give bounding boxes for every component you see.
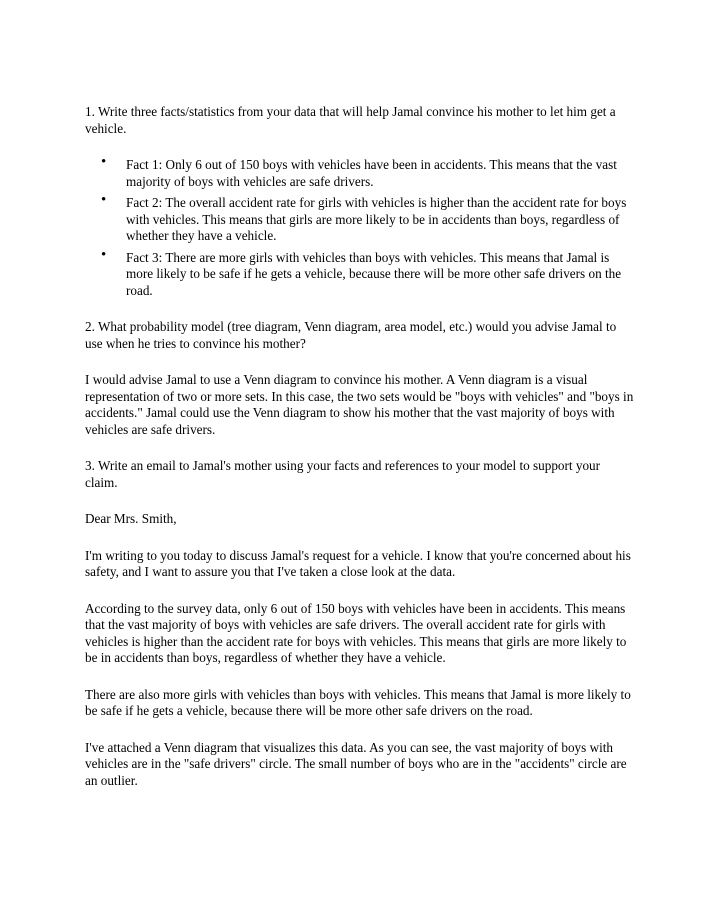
bullet-icon: • — [101, 192, 107, 208]
bullet-icon: • — [101, 154, 107, 170]
question-1: 1. Write three facts/statistics from your data that will help Jamal convince his mother to let him get a vehicle. — [85, 104, 616, 136]
question-3: 3. Write an email to Jamal's mother using your facts and references to your model to support your claim. — [85, 458, 601, 490]
document-body — [85, 104, 635, 809]
bullet-icon: • — [101, 246, 107, 263]
answer-2: I would advise Jamal to use a Venn diagram to convince his mother. A Venn diagram is a visual representation of two or more sets. In this case, the two sets would be "boys with vehicles" and "boys in accidents." Jamal could use the Venn diagram to show his mother that the vast majority of boys with vehicles are safe drivers. — [85, 372, 634, 437]
list-item — [85, 154, 635, 190]
fact-1-text: Fact 1: Only 6 out of 150 boys with vehicles have been in accidents. This means that the vast majority of boys with vehicles are safe drivers. — [126, 157, 617, 189]
email-paragraph-3: There are also more girls with vehicles than boys with vehicles. This means that Jamal is more likely to be safe if he gets a vehicle, because there will be more other safe drivers on the road. — [85, 686, 631, 718]
email-paragraph-2: According to the survey data, only 6 out of 150 boys with vehicles have been in accidents. This means that the vast majority of boys with vehicles are safe drivers. The overall accident rate for girls with vehicles is higher than the accident rate for boys with vehicles. This means that girls are more likely to be in accidents than boys, regardless of whether they have a vehicle. — [85, 600, 627, 665]
email-paragraph-1: I'm writing to you today to discuss Jamal's request for a vehicle. I know that you're concerned about his safety, and I want to assure you that I've taken a close look at the data. — [85, 547, 631, 579]
question-2: 2. What probability model (tree diagram, Venn diagram, area model, etc.) would you advise Jamal to use when he tries to convince his mother? — [85, 319, 617, 351]
list-item — [85, 246, 635, 300]
list-item — [85, 192, 635, 245]
fact-3-text: Fact 3: There are more girls with vehicles than boys with vehicles. This means that Jamal is more likely to be safe if he gets a vehicle, because there will be more other safe drivers on the road. — [126, 249, 622, 298]
facts-list — [85, 154, 635, 299]
email-paragraph-4: I've attached a Venn diagram that visualizes this data. As you can see, the vast majority of boys with vehicles are in the "safe drivers" circle. The small number of boys who are in the "accidents" circle are an outlier. — [85, 739, 627, 788]
fact-2-text: Fact 2: The overall accident rate for girls with vehicles is higher than the accident rate for boys with vehicles. This means that girls are more likely to be in accidents than boys, regardless of whether they have a vehicle. — [126, 195, 627, 243]
email-greeting: Dear Mrs. Smith, — [85, 511, 177, 526]
